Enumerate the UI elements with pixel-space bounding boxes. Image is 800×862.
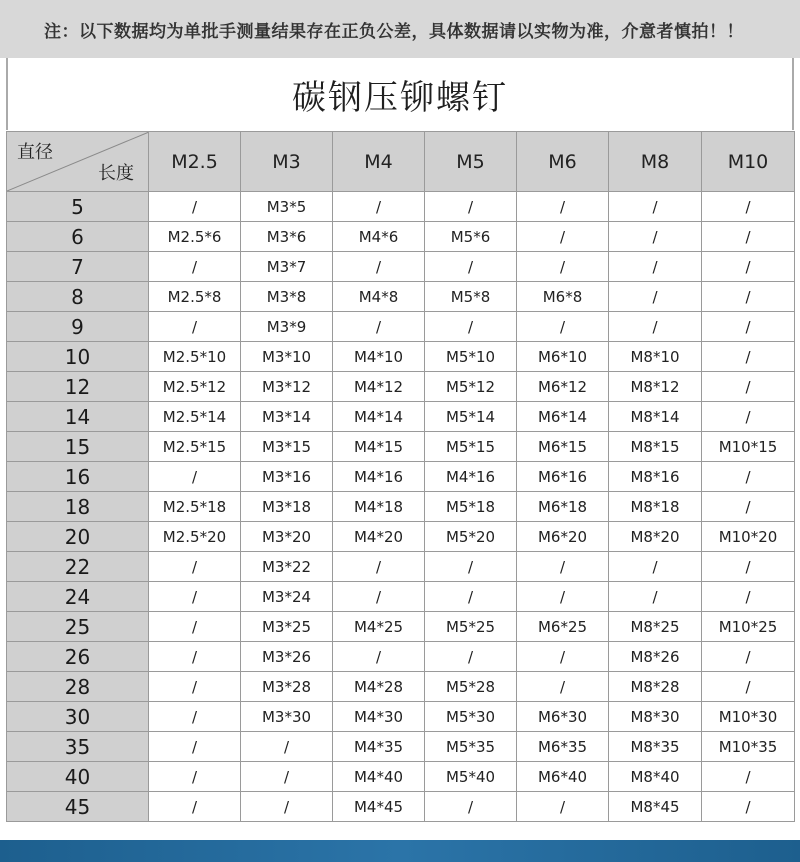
spec-cell: / — [517, 192, 609, 222]
length-cell: 26 — [7, 642, 149, 672]
spec-cell: / — [702, 582, 795, 612]
spec-cell: M4*20 — [333, 522, 425, 552]
column-header: M6 — [517, 132, 609, 192]
spec-cell: M5*35 — [425, 732, 517, 762]
column-header: M5 — [425, 132, 517, 192]
spec-cell: M5*28 — [425, 672, 517, 702]
spec-cell: / — [241, 732, 333, 762]
length-cell: 30 — [7, 702, 149, 732]
table-row — [7, 192, 795, 222]
spec-cell: M4*30 — [333, 702, 425, 732]
spec-cell: / — [333, 312, 425, 342]
spec-cell: / — [333, 552, 425, 582]
spec-cell: M4*16 — [333, 462, 425, 492]
column-header: M2.5 — [149, 132, 241, 192]
length-cell: 35 — [7, 732, 149, 762]
spec-cell: / — [425, 192, 517, 222]
spec-cell: M3*16 — [241, 462, 333, 492]
spec-cell: M6*12 — [517, 372, 609, 402]
spec-cell: / — [517, 552, 609, 582]
table-row — [7, 552, 795, 582]
spec-cell: / — [149, 312, 241, 342]
table-row — [7, 252, 795, 282]
header-row — [7, 132, 795, 192]
spec-cell: M3*10 — [241, 342, 333, 372]
spec-cell: M6*8 — [517, 282, 609, 312]
spec-cell: / — [517, 312, 609, 342]
length-cell: 20 — [7, 522, 149, 552]
spec-cell: M8*40 — [609, 762, 702, 792]
table-row — [7, 702, 795, 732]
spec-cell: M8*14 — [609, 402, 702, 432]
spec-cell: M5*15 — [425, 432, 517, 462]
corner-label-diameter: 直径 — [17, 142, 53, 163]
length-cell: 8 — [7, 282, 149, 312]
spec-cell: M5*6 — [425, 222, 517, 252]
spec-cell: M10*15 — [702, 432, 795, 462]
spec-cell: M4*12 — [333, 372, 425, 402]
table-row — [7, 642, 795, 672]
spec-cell: M6*14 — [517, 402, 609, 432]
spec-cell: M6*30 — [517, 702, 609, 732]
spec-cell: M3*25 — [241, 612, 333, 642]
spec-cell: / — [702, 792, 795, 822]
table-row — [7, 312, 795, 342]
column-header: M4 — [333, 132, 425, 192]
length-cell: 6 — [7, 222, 149, 252]
spec-cell: / — [702, 492, 795, 522]
spec-cell: / — [149, 192, 241, 222]
spec-cell: / — [609, 282, 702, 312]
spec-cell: M5*40 — [425, 762, 517, 792]
spec-cell: M4*18 — [333, 492, 425, 522]
spec-cell: M5*12 — [425, 372, 517, 402]
spec-cell: M3*14 — [241, 402, 333, 432]
spec-cell: M8*15 — [609, 432, 702, 462]
spec-cell: / — [149, 552, 241, 582]
table-row — [7, 342, 795, 372]
spec-cell: / — [609, 552, 702, 582]
spec-cell: M3*30 — [241, 702, 333, 732]
spec-cell: / — [702, 372, 795, 402]
notice-text: 注：以下数据均为单批手测量结果存在正负公差，具体数据请以实物为准，介意者慎拍！！ — [44, 21, 744, 42]
length-cell: 16 — [7, 462, 149, 492]
table-row — [7, 672, 795, 702]
spec-cell: / — [609, 312, 702, 342]
spec-cell: / — [149, 762, 241, 792]
spec-cell: M6*16 — [517, 462, 609, 492]
column-header: M3 — [241, 132, 333, 192]
spec-cell: M8*20 — [609, 522, 702, 552]
spec-cell: M4*35 — [333, 732, 425, 762]
length-cell: 22 — [7, 552, 149, 582]
spec-cell: / — [702, 312, 795, 342]
table-row — [7, 582, 795, 612]
spec-cell: M2.5*10 — [149, 342, 241, 372]
spec-cell: / — [702, 642, 795, 672]
length-cell: 45 — [7, 792, 149, 822]
spec-cell: M2.5*18 — [149, 492, 241, 522]
table-row — [7, 372, 795, 402]
length-cell: 24 — [7, 582, 149, 612]
spec-cell: M3*26 — [241, 642, 333, 672]
spec-cell: / — [149, 672, 241, 702]
spec-cell: M10*25 — [702, 612, 795, 642]
spec-cell: / — [333, 252, 425, 282]
spec-cell: / — [425, 312, 517, 342]
spec-cell: / — [702, 222, 795, 252]
spec-cell: M8*10 — [609, 342, 702, 372]
spec-cell: / — [149, 612, 241, 642]
table-body — [7, 192, 795, 822]
spec-cell: M4*25 — [333, 612, 425, 642]
spec-cell: M8*12 — [609, 372, 702, 402]
spec-cell: / — [425, 582, 517, 612]
spec-cell: M3*18 — [241, 492, 333, 522]
spec-cell: M5*30 — [425, 702, 517, 732]
spec-cell: M8*26 — [609, 642, 702, 672]
table-row — [7, 522, 795, 552]
spec-cell: M3*6 — [241, 222, 333, 252]
spec-cell: M10*30 — [702, 702, 795, 732]
spec-cell: / — [333, 642, 425, 672]
spec-cell: / — [149, 732, 241, 762]
spec-cell: / — [149, 642, 241, 672]
spec-cell: M4*16 — [425, 462, 517, 492]
spec-cell: M4*10 — [333, 342, 425, 372]
spec-cell: M8*45 — [609, 792, 702, 822]
spec-cell: M2.5*20 — [149, 522, 241, 552]
spec-cell: / — [702, 252, 795, 282]
spec-cell: / — [702, 552, 795, 582]
spec-cell: M4*14 — [333, 402, 425, 432]
spec-cell: M8*16 — [609, 462, 702, 492]
table-row — [7, 612, 795, 642]
spec-cell: / — [149, 792, 241, 822]
spec-cell: M5*25 — [425, 612, 517, 642]
spec-cell: / — [702, 462, 795, 492]
spec-cell: M8*35 — [609, 732, 702, 762]
length-cell: 14 — [7, 402, 149, 432]
spec-cell: / — [702, 672, 795, 702]
spec-cell: / — [149, 702, 241, 732]
spec-cell: M3*24 — [241, 582, 333, 612]
spec-cell: / — [517, 672, 609, 702]
length-cell: 7 — [7, 252, 149, 282]
table-row — [7, 792, 795, 822]
spec-cell: M6*18 — [517, 492, 609, 522]
length-cell: 25 — [7, 612, 149, 642]
spec-cell: M10*35 — [702, 732, 795, 762]
spec-cell: M2.5*8 — [149, 282, 241, 312]
spec-cell: M3*22 — [241, 552, 333, 582]
spec-cell: / — [517, 642, 609, 672]
table-row — [7, 762, 795, 792]
spec-cell: / — [609, 192, 702, 222]
table-row — [7, 402, 795, 432]
column-header: M10 — [702, 132, 795, 192]
page-title: 碳钢压铆螺钉 — [292, 77, 508, 118]
footer-bar — [0, 840, 800, 862]
spec-cell: / — [517, 252, 609, 282]
spec-cell: / — [609, 252, 702, 282]
spec-cell: M4*6 — [333, 222, 425, 252]
length-cell: 18 — [7, 492, 149, 522]
spec-table — [6, 131, 795, 822]
spec-cell: M8*18 — [609, 492, 702, 522]
spec-cell: M5*8 — [425, 282, 517, 312]
corner-cell — [7, 132, 149, 192]
spec-cell: M3*7 — [241, 252, 333, 282]
spec-cell: / — [702, 192, 795, 222]
spec-cell: M10*20 — [702, 522, 795, 552]
spec-cell: / — [149, 462, 241, 492]
table-row — [7, 282, 795, 312]
table-row — [7, 492, 795, 522]
spec-cell: M2.5*12 — [149, 372, 241, 402]
spec-cell: M4*8 — [333, 282, 425, 312]
table-row — [7, 222, 795, 252]
table-row — [7, 732, 795, 762]
length-cell: 5 — [7, 192, 149, 222]
spec-cell: M5*20 — [425, 522, 517, 552]
spec-cell: / — [702, 282, 795, 312]
spec-cell: / — [241, 762, 333, 792]
spec-cell: / — [425, 552, 517, 582]
length-cell: 12 — [7, 372, 149, 402]
spec-cell: / — [609, 222, 702, 252]
spec-cell: M4*45 — [333, 792, 425, 822]
spec-cell: M2.5*14 — [149, 402, 241, 432]
column-header: M8 — [609, 132, 702, 192]
spec-cell: / — [425, 642, 517, 672]
spec-cell: / — [241, 792, 333, 822]
spec-cell: / — [702, 762, 795, 792]
spec-cell: M8*30 — [609, 702, 702, 732]
spec-cell: M3*12 — [241, 372, 333, 402]
spec-cell: M5*10 — [425, 342, 517, 372]
table-row — [7, 462, 795, 492]
table-row — [7, 432, 795, 462]
spec-cell: / — [702, 402, 795, 432]
notice-banner — [0, 0, 800, 58]
length-cell: 28 — [7, 672, 149, 702]
length-cell: 10 — [7, 342, 149, 372]
spec-cell: / — [517, 222, 609, 252]
spec-cell: / — [702, 342, 795, 372]
spec-cell: M3*15 — [241, 432, 333, 462]
title-box — [6, 58, 794, 130]
spec-cell: M3*28 — [241, 672, 333, 702]
spec-cell: / — [425, 792, 517, 822]
spec-cell: / — [149, 582, 241, 612]
spec-cell: M2.5*15 — [149, 432, 241, 462]
spec-cell: / — [517, 582, 609, 612]
length-cell: 15 — [7, 432, 149, 462]
spec-cell: / — [333, 582, 425, 612]
spec-cell: / — [333, 192, 425, 222]
length-cell: 9 — [7, 312, 149, 342]
spec-cell: M6*35 — [517, 732, 609, 762]
spec-cell: M5*18 — [425, 492, 517, 522]
spec-cell: M5*14 — [425, 402, 517, 432]
spec-cell: M3*8 — [241, 282, 333, 312]
spec-cell: M6*25 — [517, 612, 609, 642]
spec-cell: / — [609, 582, 702, 612]
spec-cell: / — [149, 252, 241, 282]
spec-cell: M8*25 — [609, 612, 702, 642]
spec-cell: M6*40 — [517, 762, 609, 792]
spec-cell: M3*5 — [241, 192, 333, 222]
corner-label-length: 长度 — [98, 163, 134, 184]
spec-cell: / — [517, 792, 609, 822]
spec-cell: M6*20 — [517, 522, 609, 552]
spec-cell: M8*28 — [609, 672, 702, 702]
spec-cell: M6*15 — [517, 432, 609, 462]
spec-cell: M6*10 — [517, 342, 609, 372]
spec-cell: M4*28 — [333, 672, 425, 702]
spec-cell: / — [425, 252, 517, 282]
spec-cell: M3*20 — [241, 522, 333, 552]
spec-cell: M4*40 — [333, 762, 425, 792]
length-cell: 40 — [7, 762, 149, 792]
spec-cell: M4*15 — [333, 432, 425, 462]
spec-cell: M3*9 — [241, 312, 333, 342]
spec-cell: M2.5*6 — [149, 222, 241, 252]
